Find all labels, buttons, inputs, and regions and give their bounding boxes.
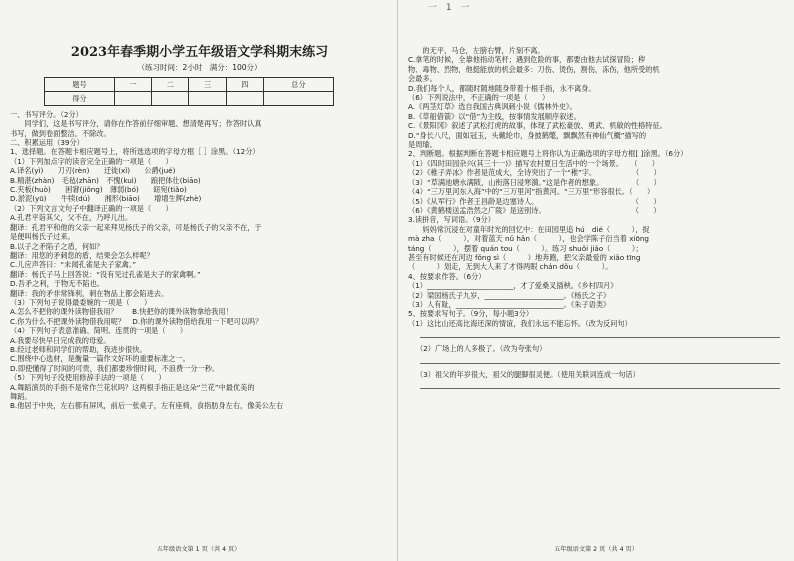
question-line: 4、按要求作答。（6分） <box>408 271 486 281</box>
page-footer-right: 五年级语文第 2 页（共 4 页） <box>554 545 638 553</box>
exam-subtitle: （练习时间：2小时 满分：100分） <box>137 63 262 73</box>
score-table-score-row <box>45 91 334 105</box>
question-line: C.你为什么不把课外读物借我用呢？ D.你的课外读物借给我用一下吧可以吗？ <box>10 316 263 326</box>
answer-line[interactable] <box>420 328 780 338</box>
question-line: táng（ ），摆着 quán tou（ ）。练习 shuǒi jiǎo（ ）； <box>408 243 643 253</box>
question-line: B.《草船借箭》以“借”为主线，按事情发展顺序叙述。 <box>408 111 581 121</box>
score-header-cell: 总分 <box>264 77 334 91</box>
score-header-cell: 一 <box>114 77 151 91</box>
question-line: C.儿应声答曰：“未闻孔雀是夫子家禽。” <box>10 260 137 270</box>
question-line: 是周瑜。 <box>408 140 437 150</box>
answer-line[interactable] <box>420 354 780 364</box>
question-line: 甚至有时候还在河边 fǒng sì（ ）地奔跑，把父亲最爱的 xiǎo tīng <box>408 252 641 262</box>
question-line: （1）《四时田园杂兴(其三十一)》描写农村夏日生活中的一个场景。 （ ） <box>408 158 659 168</box>
question-line: （3）人有耻，______________________________。《朱子语类》 <box>408 299 611 309</box>
question-line: C.围绕中心选材，是衡量一篇作文好坏的重要标准之一。 <box>10 354 190 364</box>
score-cell[interactable] <box>226 91 263 105</box>
question-line: C.夹板(huò) 困窘(jiǒng) 薄弱(bó) 窈宛(tiǎo) <box>10 185 187 195</box>
question-line: 会最多。 <box>408 74 437 84</box>
exam-title: 2023年春季期小学五年级语文学科期末练习 <box>70 45 329 60</box>
question-line: A.译名(yì) 刀刃(rèn) 迁徙(xǐ) 公爵(jué) <box>10 166 176 176</box>
question-line: 书写，做到卷面整洁，不除改。 <box>10 128 111 138</box>
question-line: 的无平，马仓，左膀右臂，片刻不离。 <box>408 46 545 55</box>
question-line: A.我要尽快早日完成我的母爱。 <box>10 335 111 345</box>
exam-page-right <box>397 0 794 561</box>
question-line: （3）祖父的年岁很大，祖父的腿脚很灵便。（使用关联词连成一句话） <box>416 369 640 379</box>
question-line: 2、判断题。根据判断在答题卡相应题号上将你认为正确选项的字母方框[ ]涂黑。（6分） <box>408 149 688 159</box>
score-table-header-row <box>45 77 334 91</box>
question-line: D.“身长八尺，面如冠玉，头戴纶巾，身披鹤氅，飘飘然有神仙气概”描写的 <box>408 130 647 140</box>
question-line: 一、书写评分。（2分） <box>10 109 83 119</box>
question-line: （3）“草满池塘水满陂，山衔落日浸寒漪。”这是作者的想象。 （ ） <box>408 177 661 187</box>
question-line: D.吾矛之利，于物无不陷也。 <box>10 279 105 289</box>
question-line: （2）下列文言文句子中翻译正确的一项是（ ） <box>10 203 173 213</box>
question-line: 翻译：孔君平和他的父亲一起来拜见杨氏子的父亲，可是杨氏子的父亲不在，于 <box>10 222 262 232</box>
score-cell[interactable] <box>264 91 334 105</box>
question-line: （ ）划走，无到大人来了才得两眼 chán dǒu（ ）。 <box>408 262 613 272</box>
question-line: （2）广场上的人多极了。（改为夸张句） <box>416 344 547 354</box>
question-line: C.拿笔的时候，全靠他指动笔杆；遇到危险的事，都要由他去试探冒险；秽 <box>408 55 646 65</box>
question-line: D.我们每个人，都随时随地随身带着十根手指，永不离身。 <box>408 83 596 93</box>
question-line: C.《景阳冈》叙述了武松打虎的故事，体现了武松豪放、勇武、机敏的性格特征。 <box>408 121 667 131</box>
question-line: 1、选择题。在答题卡相应题号上，将所选选项的字母方框［ ］涂黑。（12分） <box>10 147 260 157</box>
question-line: B.精湛(zhàn) 毛毡(zhān) 不愧(kuì) 踉把体仕(biāo) <box>10 175 201 185</box>
question-line: （6）下列说法中，不正确的一项是（ ） <box>408 93 550 103</box>
score-header-cell: 三 <box>189 77 226 91</box>
question-line: 翻译：杨氏子马上回答说：“没有见过孔雀是夫子的家禽啊。” <box>10 269 201 279</box>
score-header-cell: 四 <box>226 77 263 91</box>
right-question-text <box>408 46 786 328</box>
score-row-label: 得分 <box>45 91 115 105</box>
question-line: （2）《稚子弄冰》作者是范成大，全诗突出了一个“稚”字。 （ ） <box>408 168 661 178</box>
page-footer-left: 五年级语文第 1 页（共 4 页） <box>156 545 241 553</box>
score-header-cell: 题号 <box>45 77 115 91</box>
question-line: A.孔君平诣其父，父不在，乃呼儿出。 <box>10 213 133 223</box>
question-line: B.他居于中央，左右都有屏风，前后一张桌子，左有座椅，食指肪身左右，像美公左右 <box>10 401 284 411</box>
question-line: D.即使懂得了时间的可贵，我们都要珍惜时间，不浪费一分一秒。 <box>10 363 220 373</box>
score-cell[interactable] <box>114 91 151 105</box>
question-line: mà zha（ ），对着蓝天 nǔ hǎn（ ），也会学陈子衍当着 xiōng <box>408 234 649 244</box>
question-line: 妈妈常沉浸在对童年时光的回忆中：在田园里追 hú dié（ ），捉 <box>408 224 650 234</box>
answer-line[interactable] <box>420 379 780 389</box>
question-line: （1）下列加点字的读音完全正确的一项是（ ） <box>10 156 173 166</box>
score-cell[interactable] <box>189 91 226 105</box>
question-line: （6）《黄鹤楼送孟浩然之广陵》是送别诗。 （ ） <box>408 205 661 215</box>
top-mark: 一 1 一 <box>428 3 473 13</box>
question-line: （5）下列句子没使用修辞手法的一项是（ ） <box>10 373 166 383</box>
question-line: 舞蹈。 <box>10 392 32 401</box>
question-line: 3.读拼音，写词语。（9分） <box>408 215 495 225</box>
question-line: 翻译：用您的矛刺您的盾，结果会怎么样呢？ <box>10 250 154 260</box>
score-table <box>44 77 334 106</box>
question-line: （4）“三万里河东入海”中的“三万里河”指黄河。“三万里”形容很长。（ ） <box>408 187 655 197</box>
question-line: 同学们，这是书写评分，请你在作答前仔细审题、想清楚再写；作答时认真 <box>10 119 262 129</box>
question-line: （4）下列句子表意准确、简明、连贯的一项是（ ） <box>10 326 188 336</box>
question-line: （5）《从军行》作者王昌龄是边塞诗人。 （ ） <box>408 196 661 206</box>
question-line: A.怎么不把你的课外读物借我用？ B.快把你的课外读物拿给我用！ <box>10 307 233 317</box>
question-line: A.《两茎灯草》选自我国古典讽刺小说《儒林外史》。 <box>408 102 577 112</box>
question-line: （2）梁国杨氏子九岁，______________________。《杨氏之子》 <box>408 290 611 300</box>
question-line: （1）________________________，才了爱桑叉插秧。《乡村四月》 <box>408 281 618 291</box>
question-line: 是便叫杨氏子过来。 <box>10 232 75 242</box>
score-cell[interactable] <box>152 91 189 105</box>
question-line: 二、积累运用（39分） <box>10 138 84 148</box>
question-line: 翻译：我的矛非常锋利，刺在物品上都会陷进去。 <box>10 288 169 298</box>
question-line: 5、按要求写句子。（9分，每小题3分） <box>408 309 534 319</box>
question-line: D.淤泥(yū) 牛犊(dú) 湘形(biāo) 增增生辉(zhè) <box>10 194 202 204</box>
question-line: （1）这比山还高比海还深的情谊，我们永远不能忘怀。（改为反问句） <box>408 318 632 328</box>
question-line: B.以子之矛陷子之盾，何如？ <box>10 241 104 251</box>
question-line: 物、毒物、烈物，他挺能放的机会最多：刀伤、烫伤，割伤，冻伤，他所受的机 <box>408 64 660 74</box>
question-line: A.舞蹈演员的手指不是常作兰花状吗？这两根手指正是这朵“兰花”中最优美的 <box>10 382 255 392</box>
score-header-cell: 二 <box>152 77 189 91</box>
question-line: （3）下列句子说得最委婉的一项是（ ） <box>10 297 152 307</box>
question-line: B.经过老师和同学们的帮助，我进步很快。 <box>10 344 147 354</box>
left-question-text <box>10 110 389 411</box>
